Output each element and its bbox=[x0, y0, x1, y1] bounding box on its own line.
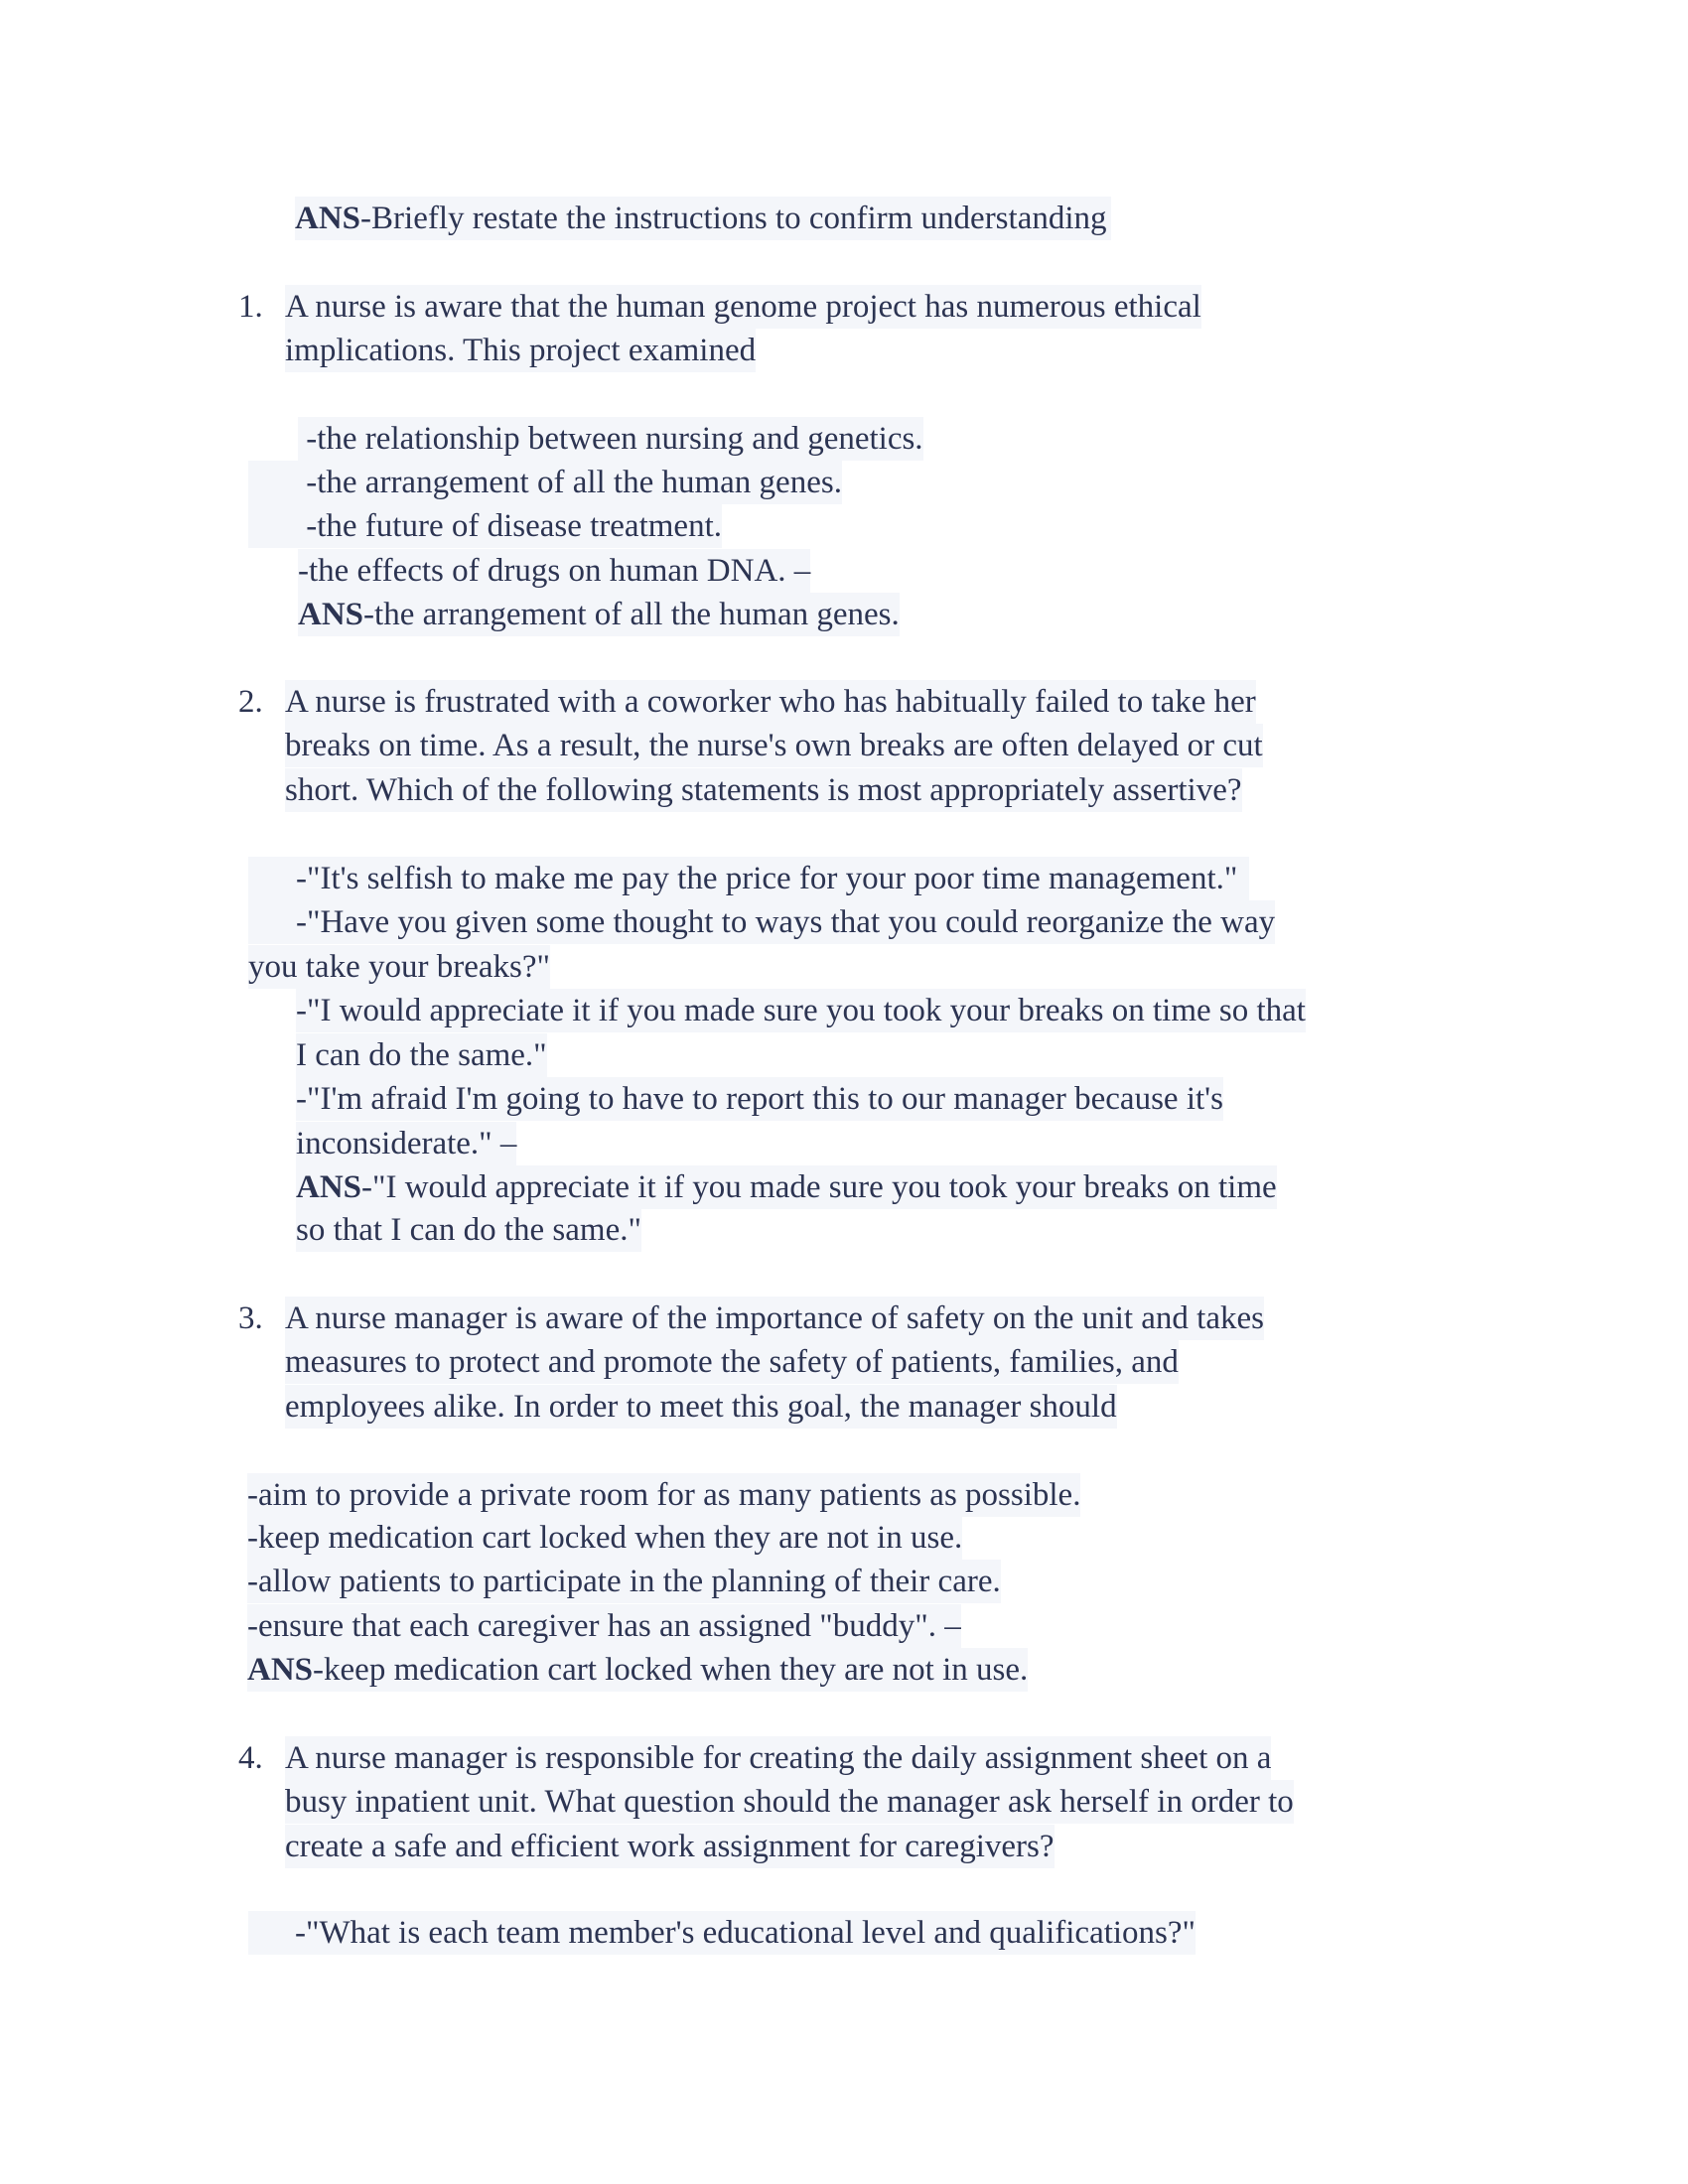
correct-answer bbox=[296, 1165, 1277, 1209]
answer-option-continued: inconsiderate." – bbox=[296, 1122, 516, 1165]
answer-text: -"I would appreciate it if you made sure you took your breaks on time bbox=[361, 1169, 1277, 1205]
question-stem-line: measures to protect and promote the safety of patients, families, and bbox=[285, 1340, 1179, 1384]
answer-option: -"It's selfish to make me pay the price for your poor time management." bbox=[248, 857, 1249, 900]
correct-answer bbox=[247, 1648, 1028, 1692]
answer-option: -keep medication cart locked when they are not in use. bbox=[247, 1516, 962, 1560]
answer-option: -"I would appreciate it if you made sure you took your breaks on time so that bbox=[296, 989, 1306, 1032]
question-stem-line: A nurse is frustrated with a coworker who has habitually failed to take her bbox=[285, 680, 1256, 724]
question-stem-line: short. Which of the following statements is most appropriately assertive? bbox=[285, 768, 1242, 812]
question-stem-line: implications. This project examined bbox=[285, 329, 756, 372]
answer-option: -"Have you given some thought to ways that you could reorganize the way bbox=[248, 900, 1275, 944]
question-number: 1. bbox=[238, 289, 263, 325]
answer-option: -"What is each team member's educational level and qualifications?" bbox=[248, 1911, 1196, 1955]
question-stem-line: breaks on time. As a result, the nurse's own breaks are often delayed or cut bbox=[285, 724, 1263, 767]
intro-answer bbox=[295, 197, 1111, 240]
answer-label: ANS bbox=[296, 1169, 362, 1205]
answer-option-continued: you take your breaks?" bbox=[248, 945, 550, 989]
question-number: 3. bbox=[238, 1300, 263, 1336]
answer-label: ANS bbox=[295, 201, 361, 236]
answer-option: -ensure that each caregiver has an assigned "buddy". – bbox=[247, 1604, 961, 1648]
answer-option: -allow patients to participate in the planning of their care. bbox=[247, 1560, 1001, 1603]
correct-answer-continued: so that I can do the same." bbox=[296, 1208, 641, 1252]
question-stem-line: create a safe and efficient work assignment for caregivers? bbox=[285, 1825, 1055, 1868]
answer-label: ANS bbox=[247, 1652, 314, 1688]
answer-option: -aim to provide a private room for as many patients as possible. bbox=[247, 1473, 1080, 1517]
question-stem-line: A nurse manager is responsible for creating the daily assignment sheet on a bbox=[285, 1736, 1271, 1780]
question-stem-line: A nurse is aware that the human genome project has numerous ethical bbox=[285, 285, 1201, 329]
answer-text: -keep medication cart locked when they are not in use. bbox=[313, 1652, 1029, 1688]
question-stem-line: employees alike. In order to meet this goal, the manager should bbox=[285, 1385, 1117, 1429]
answer-text: -the arrangement of all the human genes. bbox=[363, 597, 900, 632]
question-stem-line: busy inpatient unit. What question should the manager ask herself in order to bbox=[285, 1780, 1294, 1824]
answer-option: -the arrangement of all the human genes. bbox=[248, 461, 842, 504]
correct-answer bbox=[298, 593, 900, 636]
answer-option: -the effects of drugs on human DNA. – bbox=[298, 549, 810, 593]
answer-option: -the future of disease treatment. bbox=[248, 504, 722, 548]
question-number: 4. bbox=[238, 1740, 263, 1776]
answer-option: -the relationship between nursing and genetics. bbox=[298, 417, 923, 461]
question-number: 2. bbox=[238, 684, 263, 720]
answer-option-continued: I can do the same." bbox=[296, 1033, 547, 1077]
answer-label: ANS bbox=[298, 597, 364, 632]
answer-text: -Briefly restate the instructions to confirm understanding bbox=[360, 201, 1107, 236]
question-stem-line: A nurse manager is aware of the importance of safety on the unit and takes bbox=[285, 1297, 1264, 1340]
answer-option: -"I'm afraid I'm going to have to report this to our manager because it's bbox=[296, 1077, 1223, 1121]
